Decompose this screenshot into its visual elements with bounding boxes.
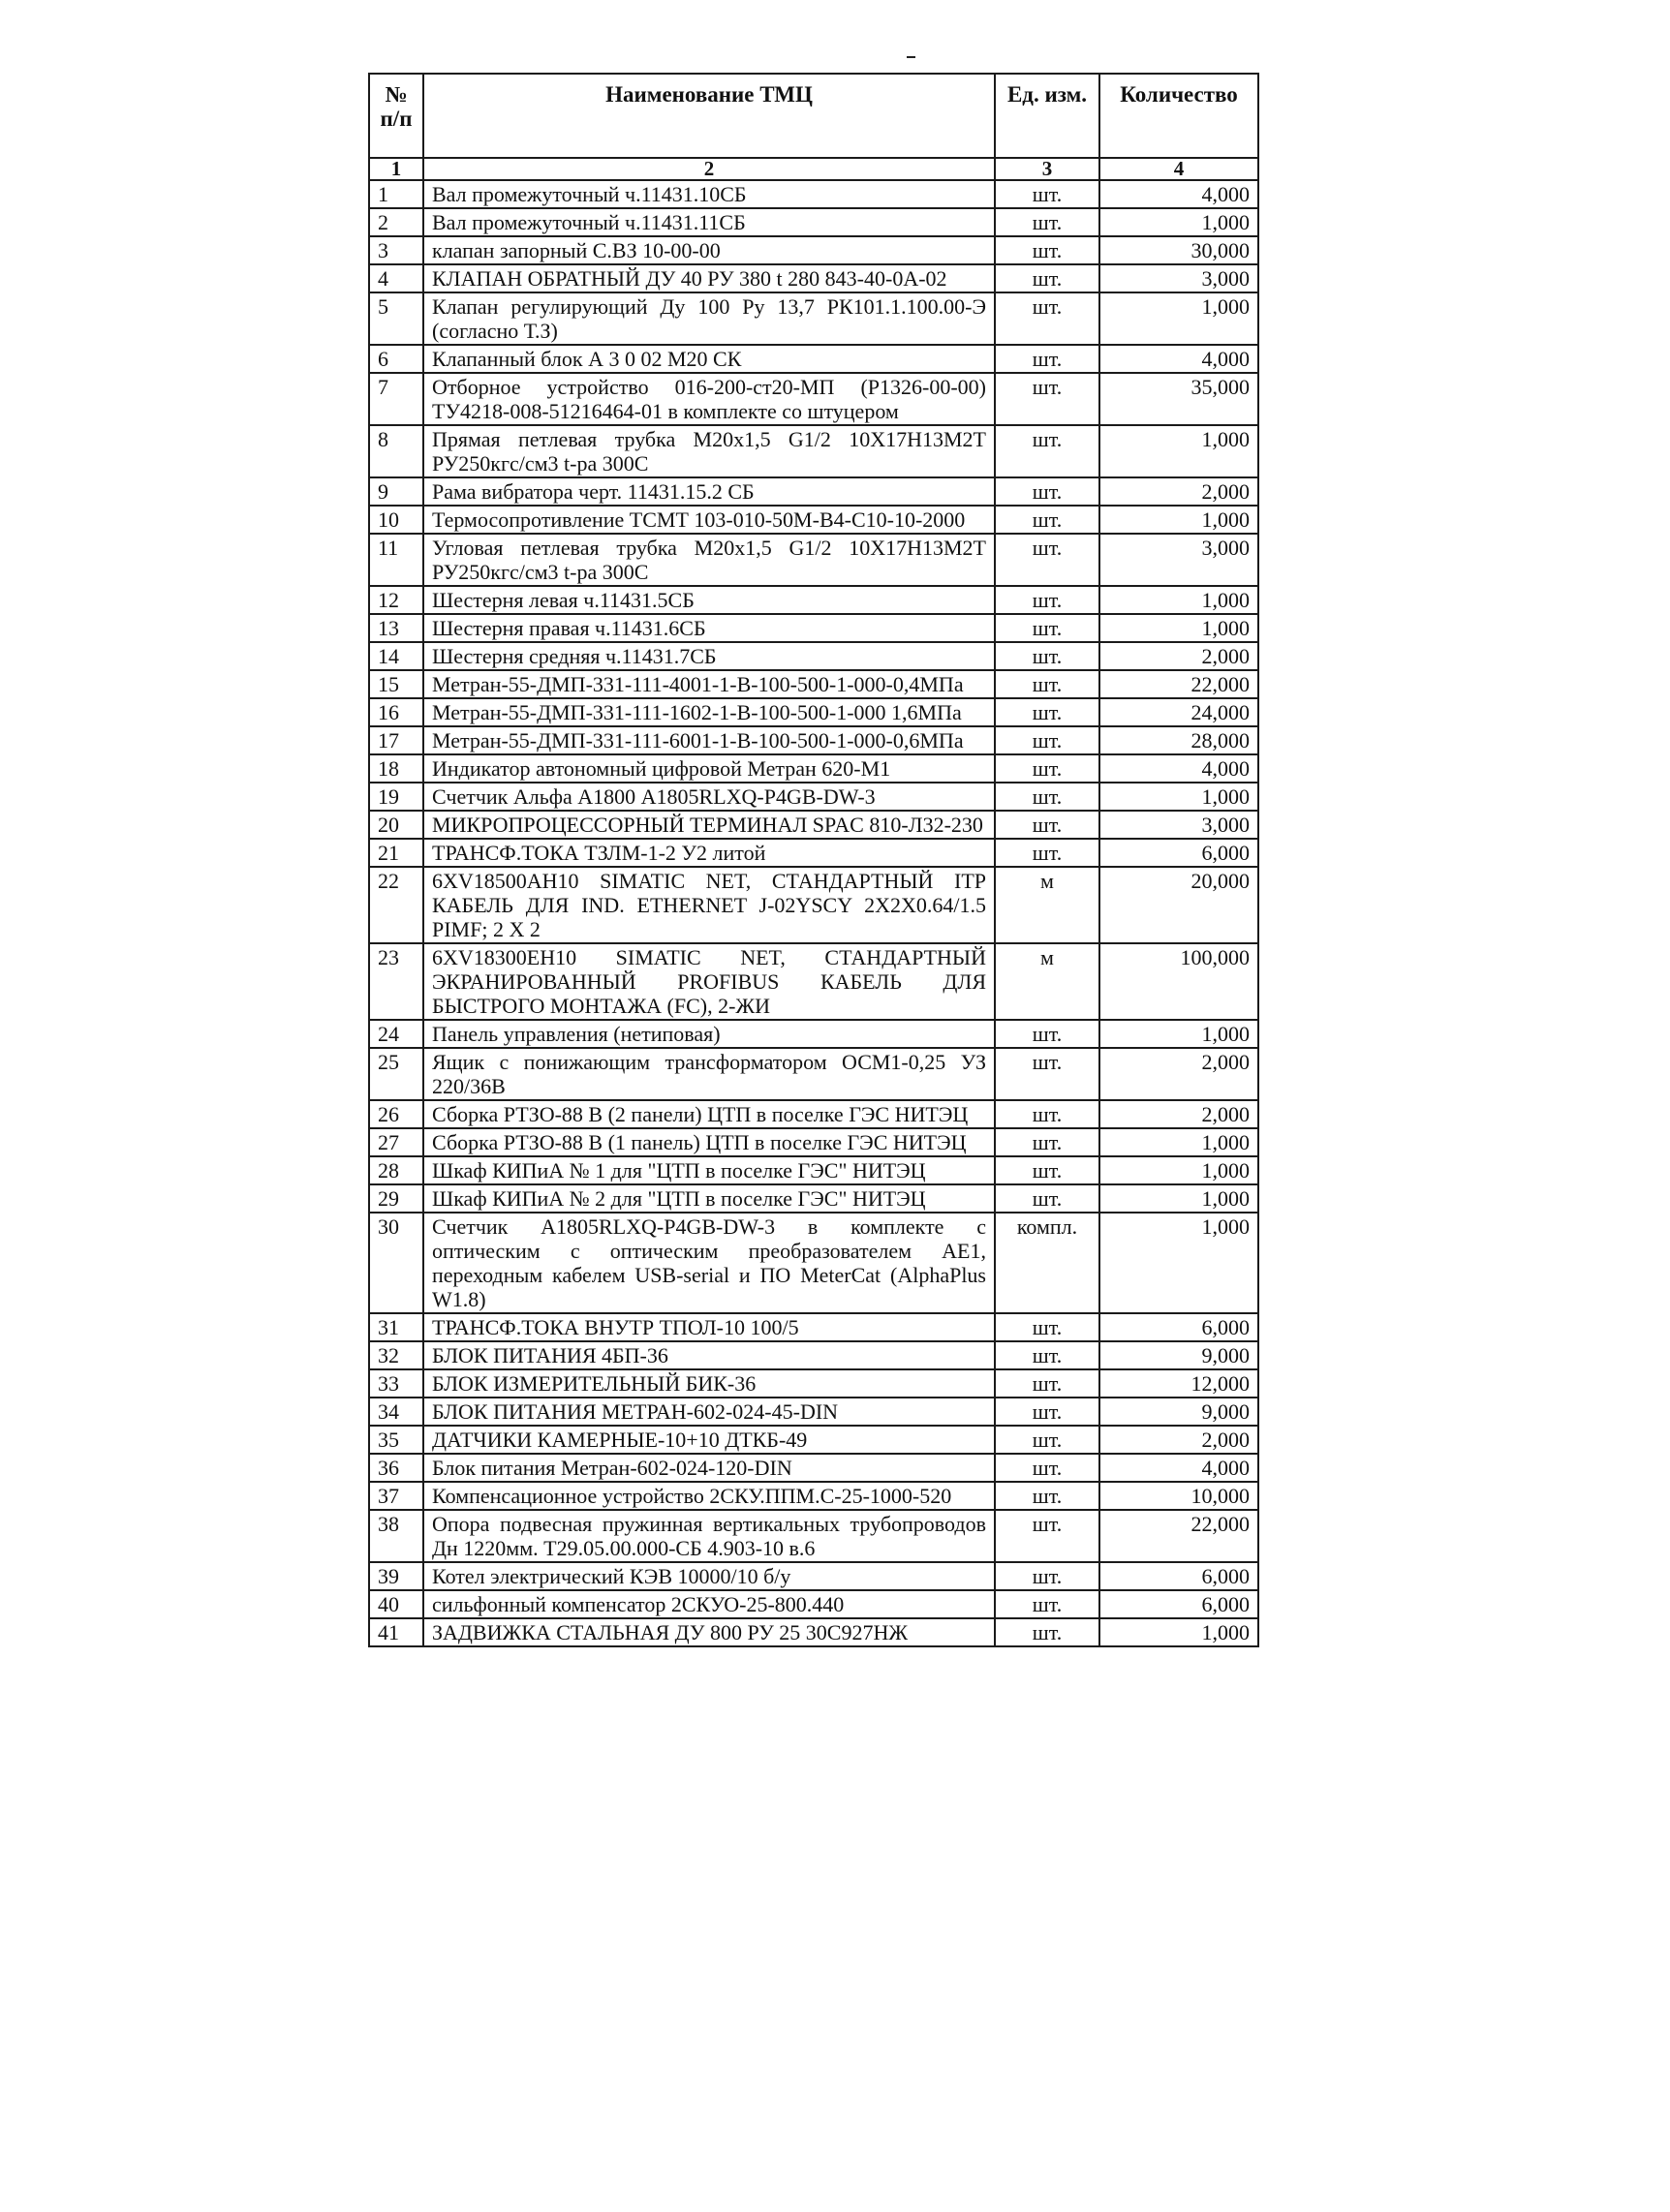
item-quantity: 2,000 (1099, 1100, 1258, 1128)
item-name: Рама вибратора черт. 11431.15.2 СБ (423, 477, 995, 506)
item-quantity: 22,000 (1099, 670, 1258, 698)
row-number: 37 (369, 1482, 423, 1510)
table-row (369, 726, 1258, 754)
item-name: Шестерня левая ч.11431.5СБ (423, 586, 995, 614)
item-unit: шт. (995, 425, 1099, 477)
item-unit: шт. (995, 1562, 1099, 1590)
row-number: 9 (369, 477, 423, 506)
item-name: ЗАДВИЖКА СТАЛЬНАЯ ДУ 800 РУ 25 30С927НЖ (423, 1618, 995, 1646)
item-quantity: 4,000 (1099, 1454, 1258, 1482)
item-unit: шт. (995, 1020, 1099, 1048)
table-row (369, 1020, 1258, 1048)
item-name: Панель управления (нетиповая) (423, 1020, 995, 1048)
item-name: Вал промежуточный ч.11431.10СБ (423, 180, 995, 208)
item-quantity: 2,000 (1099, 477, 1258, 506)
column-number: 1 (369, 158, 423, 180)
row-number: 1 (369, 180, 423, 208)
item-name: клапан запорный С.ВЗ 10-00-00 (423, 236, 995, 264)
row-number: 40 (369, 1590, 423, 1618)
table-row (369, 1100, 1258, 1128)
table-row (369, 1398, 1258, 1426)
item-name: ТРАНСФ.ТОКА ВНУТР ТПОЛ-10 100/5 (423, 1313, 995, 1341)
item-unit: шт. (995, 292, 1099, 345)
header-num: № п/п (369, 74, 423, 158)
item-quantity: 24,000 (1099, 698, 1258, 726)
item-unit: шт. (995, 1398, 1099, 1426)
row-number: 3 (369, 236, 423, 264)
header-unit: Ед. изм. (995, 74, 1099, 158)
item-unit: шт. (995, 345, 1099, 373)
item-name: 6XV18300ЕН10 SIMATIC NET, СТАНДАРТНЫЙ ЭКРАНИРОВАННЫЙ PROFIBUS КАБЕЛЬ ДЛЯ БЫСТРОГО МОНТАЖА (FC), 2-ЖИ (423, 943, 995, 1020)
row-number: 25 (369, 1048, 423, 1100)
row-number: 5 (369, 292, 423, 345)
item-unit: шт. (995, 1341, 1099, 1369)
item-quantity: 12,000 (1099, 1369, 1258, 1398)
item-quantity: 1,000 (1099, 425, 1258, 477)
row-number: 35 (369, 1426, 423, 1454)
table-row (369, 783, 1258, 811)
item-quantity: 1,000 (1099, 1156, 1258, 1184)
row-number: 27 (369, 1128, 423, 1156)
item-unit: компл. (995, 1213, 1099, 1313)
table-row (369, 943, 1258, 1020)
item-name: Отборное устройство 016-200-ст20-МП (Р1326-00-00) ТУ4218-008-51216464-01 в комплекте со штуцером (423, 373, 995, 425)
item-unit: шт. (995, 236, 1099, 264)
item-name: сильфонный компенсатор 2СКУО-25-800.440 (423, 1590, 995, 1618)
item-quantity: 20,000 (1099, 867, 1258, 943)
table-row (369, 1590, 1258, 1618)
column-numbers-row (369, 158, 1258, 180)
table-row (369, 1128, 1258, 1156)
row-number: 6 (369, 345, 423, 373)
table-row (369, 425, 1258, 477)
item-unit: м (995, 943, 1099, 1020)
item-name: Блок питания Метран-602-024-120-DIN (423, 1454, 995, 1482)
item-name: КЛАПАН ОБРАТНЫЙ ДУ 40 РУ 380 t 280 843-40-0А-02 (423, 264, 995, 292)
item-name: Опора подвесная пружинная вертикальных трубопроводов Дн 1220мм. Т29.05.00.000-СБ 4.903-10 в.6 (423, 1510, 995, 1562)
item-quantity: 1,000 (1099, 1618, 1258, 1646)
item-unit: шт. (995, 1590, 1099, 1618)
row-number: 12 (369, 586, 423, 614)
item-unit: шт. (995, 1100, 1099, 1128)
item-quantity: 9,000 (1099, 1398, 1258, 1426)
item-unit: шт. (995, 1454, 1099, 1482)
item-name: Термосопротивление ТСМТ 103-010-50М-В4-С10-10-2000 (423, 506, 995, 534)
item-unit: шт. (995, 586, 1099, 614)
item-quantity: 22,000 (1099, 1510, 1258, 1562)
row-number: 4 (369, 264, 423, 292)
table-row (369, 1313, 1258, 1341)
row-number: 10 (369, 506, 423, 534)
header-name: Наименование ТМЦ (423, 74, 995, 158)
item-name: Шкаф КИПиА № 2 для "ЦТП в поселке ГЭС" НИТЭЦ (423, 1184, 995, 1213)
item-name: Клапанный блок А 3 0 02 М20 СК (423, 345, 995, 373)
table-row (369, 180, 1258, 208)
table-row (369, 1213, 1258, 1313)
item-quantity: 4,000 (1099, 345, 1258, 373)
item-unit: шт. (995, 783, 1099, 811)
row-number: 11 (369, 534, 423, 586)
item-name: БЛОК ПИТАНИЯ 4БП-36 (423, 1341, 995, 1369)
item-name: Котел электрический КЭВ 10000/10 б/у (423, 1562, 995, 1590)
item-unit: шт. (995, 1426, 1099, 1454)
table-row (369, 698, 1258, 726)
table-row (369, 1426, 1258, 1454)
item-unit: шт. (995, 839, 1099, 867)
item-quantity: 35,000 (1099, 373, 1258, 425)
item-name: БЛОК ПИТАНИЯ МЕТРАН-602-024-45-DIN (423, 1398, 995, 1426)
table-row (369, 345, 1258, 373)
item-unit: шт. (995, 614, 1099, 642)
item-name: 6XV18500АН10 SIMATIC NET, СТАНДАРТНЫЙ ITP КАБЕЛЬ ДЛЯ IND. ETHERNET J-02YSCY 2Х2Х0.64/1.5 PIMF; 2 Х 2 (423, 867, 995, 943)
table-row (369, 292, 1258, 345)
table-row (369, 754, 1258, 783)
inventory-table (368, 73, 1259, 1647)
row-number: 22 (369, 867, 423, 943)
table-row (369, 1562, 1258, 1590)
item-unit: шт. (995, 1128, 1099, 1156)
item-unit: шт. (995, 1482, 1099, 1510)
item-unit: шт. (995, 1510, 1099, 1562)
item-quantity: 30,000 (1099, 236, 1258, 264)
item-quantity: 10,000 (1099, 1482, 1258, 1510)
item-name: Вал промежуточный ч.11431.11СБ (423, 208, 995, 236)
item-quantity: 3,000 (1099, 811, 1258, 839)
item-quantity: 1,000 (1099, 1184, 1258, 1213)
row-number: 28 (369, 1156, 423, 1184)
table-row (369, 236, 1258, 264)
item-name: Счетчик А1805RLXQ-P4GB-DW-3 в комплекте с оптическим с оптическим преобразователем АЕ1, переходным кабелем USB-serial и ПО MeterCat (AlphaPlus W1.8) (423, 1213, 995, 1313)
table-row (369, 642, 1258, 670)
item-quantity: 1,000 (1099, 1020, 1258, 1048)
item-quantity: 1,000 (1099, 292, 1258, 345)
column-number: 3 (995, 158, 1099, 180)
table-row (369, 1510, 1258, 1562)
row-number: 41 (369, 1618, 423, 1646)
item-unit: шт. (995, 1313, 1099, 1341)
item-quantity: 1,000 (1099, 1128, 1258, 1156)
item-unit: шт. (995, 1369, 1099, 1398)
item-quantity: 1,000 (1099, 208, 1258, 236)
item-name: Метран-55-ДМП-331-111-6001-1-В-100-500-1-000-0,6МПа (423, 726, 995, 754)
item-quantity: 3,000 (1099, 264, 1258, 292)
item-quantity: 1,000 (1099, 614, 1258, 642)
table-row (369, 506, 1258, 534)
item-name: Шестерня правая ч.11431.6СБ (423, 614, 995, 642)
item-quantity: 1,000 (1099, 1213, 1258, 1313)
item-name: Счетчик Альфа А1800 А1805RLXQ-P4GB-DW-3 (423, 783, 995, 811)
row-number: 17 (369, 726, 423, 754)
item-unit: шт. (995, 264, 1099, 292)
item-unit: шт. (995, 754, 1099, 783)
item-unit: шт. (995, 506, 1099, 534)
table-row (369, 670, 1258, 698)
item-quantity: 9,000 (1099, 1341, 1258, 1369)
item-name: Метран-55-ДМП-331-111-4001-1-В-100-500-1-000-0,4МПа (423, 670, 995, 698)
table-body (369, 180, 1258, 1646)
row-number: 34 (369, 1398, 423, 1426)
item-unit: шт. (995, 642, 1099, 670)
header-qty: Количество (1099, 74, 1258, 158)
row-number: 8 (369, 425, 423, 477)
row-number: 15 (369, 670, 423, 698)
item-unit: шт. (995, 811, 1099, 839)
table-row (369, 1369, 1258, 1398)
row-number: 16 (369, 698, 423, 726)
row-number: 26 (369, 1100, 423, 1128)
table-row (369, 373, 1258, 425)
item-name: Клапан регулирующий Ду 100 Ру 13,7 РК101.1.100.00-Э (согласно Т.З) (423, 292, 995, 345)
row-number: 20 (369, 811, 423, 839)
table-row (369, 1618, 1258, 1646)
item-quantity: 2,000 (1099, 1048, 1258, 1100)
column-number: 2 (423, 158, 995, 180)
item-unit: шт. (995, 1184, 1099, 1213)
row-number: 24 (369, 1020, 423, 1048)
item-quantity: 1,000 (1099, 586, 1258, 614)
item-name: Сборка РТЗО-88 В (2 панели) ЦТП в поселке ГЭС НИТЭЦ (423, 1100, 995, 1128)
item-name: Индикатор автономный цифровой Метран 620-М1 (423, 754, 995, 783)
item-unit: шт. (995, 670, 1099, 698)
table-row (369, 477, 1258, 506)
item-name: ДАТЧИКИ КАМЕРНЫЕ-10+10 ДТКБ-49 (423, 1426, 995, 1454)
row-number: 38 (369, 1510, 423, 1562)
item-name: ТРАНСФ.ТОКА ТЗЛМ-1-2 У2 литой (423, 839, 995, 867)
item-quantity: 100,000 (1099, 943, 1258, 1020)
table-row (369, 1341, 1258, 1369)
table-row (369, 1482, 1258, 1510)
item-quantity: 4,000 (1099, 180, 1258, 208)
item-quantity: 6,000 (1099, 1313, 1258, 1341)
item-name: Метран-55-ДМП-331-111-1602-1-В-100-500-1-000 1,6МПа (423, 698, 995, 726)
row-number: 18 (369, 754, 423, 783)
item-name: Шкаф КИПиА № 1 для "ЦТП в поселке ГЭС" НИТЭЦ (423, 1156, 995, 1184)
item-quantity: 6,000 (1099, 839, 1258, 867)
item-unit: шт. (995, 698, 1099, 726)
item-name: Сборка РТЗО-88 В (1 панель) ЦТП в поселке ГЭС НИТЭЦ (423, 1128, 995, 1156)
item-unit: шт. (995, 534, 1099, 586)
item-unit: шт. (995, 1618, 1099, 1646)
table-row (369, 264, 1258, 292)
row-number: 23 (369, 943, 423, 1020)
item-unit: шт. (995, 726, 1099, 754)
item-quantity: 28,000 (1099, 726, 1258, 754)
row-number: 29 (369, 1184, 423, 1213)
row-number: 39 (369, 1562, 423, 1590)
item-unit: шт. (995, 373, 1099, 425)
table-row (369, 811, 1258, 839)
item-quantity: 2,000 (1099, 1426, 1258, 1454)
item-unit: шт. (995, 1048, 1099, 1100)
table-row (369, 614, 1258, 642)
table-row (369, 867, 1258, 943)
row-number: 33 (369, 1369, 423, 1398)
item-unit: шт. (995, 1156, 1099, 1184)
row-number: 14 (369, 642, 423, 670)
item-name: Ящик с понижающим трансформатором ОСМ1-0,25 УЗ 220/36В (423, 1048, 995, 1100)
row-number: 2 (369, 208, 423, 236)
row-number: 21 (369, 839, 423, 867)
item-quantity: 6,000 (1099, 1590, 1258, 1618)
item-quantity: 4,000 (1099, 754, 1258, 783)
item-name: Шестерня средняя ч.11431.7СБ (423, 642, 995, 670)
row-number: 32 (369, 1341, 423, 1369)
table-row (369, 839, 1258, 867)
table-row (369, 208, 1258, 236)
item-quantity: 3,000 (1099, 534, 1258, 586)
scan-mark (907, 56, 915, 58)
table-row (369, 1454, 1258, 1482)
item-unit: шт. (995, 180, 1099, 208)
item-name: Прямая петлевая трубка М20х1,5 G1/2 10Х17Н13М2Т РУ250кгс/см3 t-ра 300С (423, 425, 995, 477)
item-quantity: 6,000 (1099, 1562, 1258, 1590)
item-quantity: 2,000 (1099, 642, 1258, 670)
row-number: 7 (369, 373, 423, 425)
table-row (369, 1156, 1258, 1184)
table-row (369, 534, 1258, 586)
table-row (369, 1048, 1258, 1100)
header-row (369, 74, 1258, 158)
row-number: 30 (369, 1213, 423, 1313)
row-number: 31 (369, 1313, 423, 1341)
row-number: 13 (369, 614, 423, 642)
item-name: МИКРОПРОЦЕССОРНЫЙ ТЕРМИНАЛ SPAC 810-Л32-230 (423, 811, 995, 839)
item-unit: шт. (995, 208, 1099, 236)
item-quantity: 1,000 (1099, 783, 1258, 811)
item-name: Компенсационное устройство 2СКУ.ППМ.С-25-1000-520 (423, 1482, 995, 1510)
item-unit: м (995, 867, 1099, 943)
column-number: 4 (1099, 158, 1258, 180)
row-number: 19 (369, 783, 423, 811)
item-unit: шт. (995, 477, 1099, 506)
item-quantity: 1,000 (1099, 506, 1258, 534)
item-name: Угловая петлевая трубка М20х1,5 G1/2 10Х17Н13М2Т РУ250кгс/см3 t-ра 300С (423, 534, 995, 586)
table-row (369, 586, 1258, 614)
table-row (369, 1184, 1258, 1213)
row-number: 36 (369, 1454, 423, 1482)
item-name: БЛОК ИЗМЕРИТЕЛЬНЫЙ БИК-36 (423, 1369, 995, 1398)
